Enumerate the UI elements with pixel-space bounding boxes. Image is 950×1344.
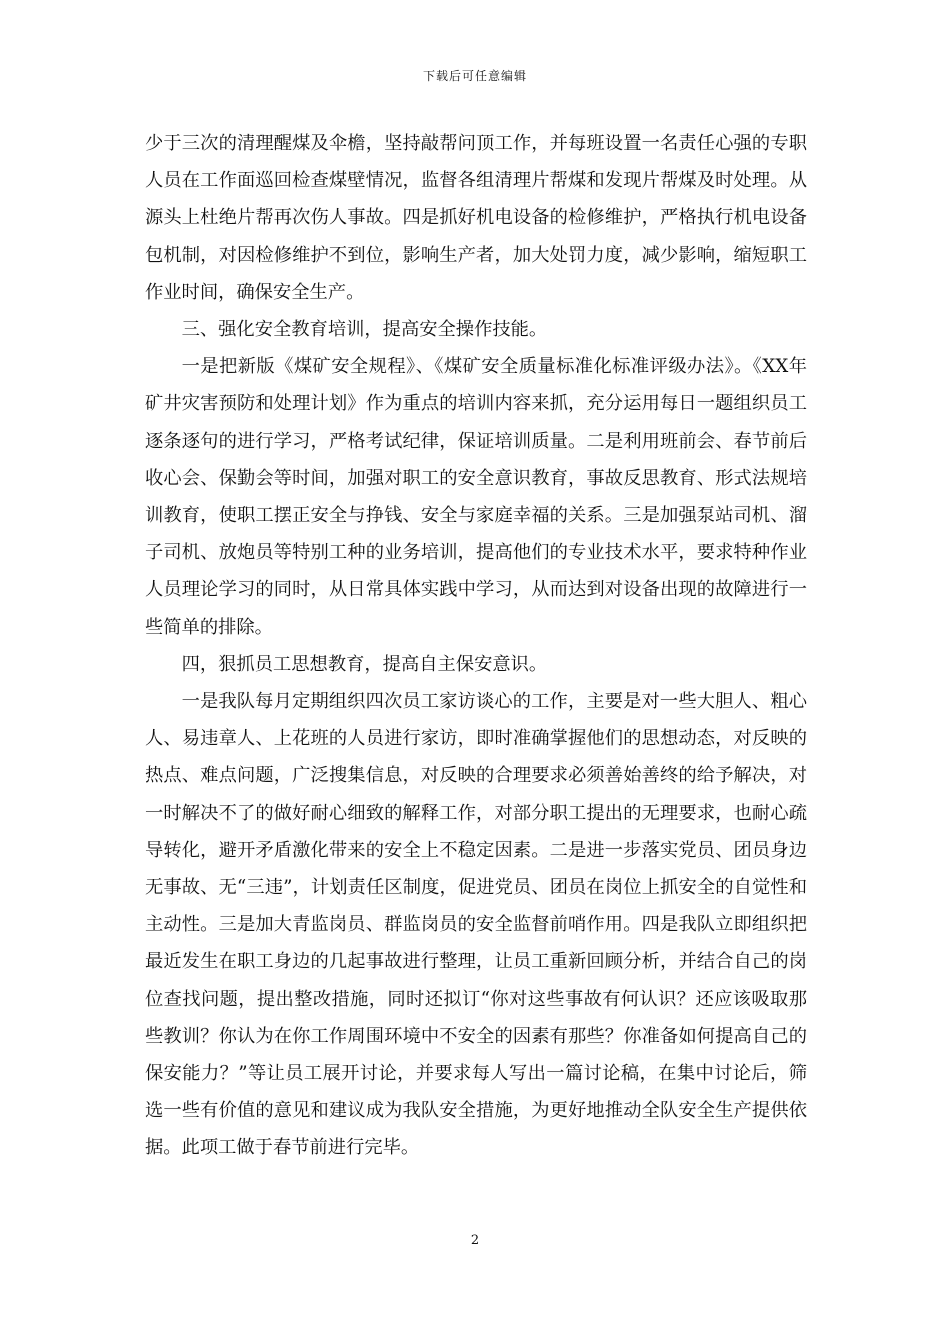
paragraph: 少于三次的清理醒煤及伞檐，坚持敲帮问顶工作，并每班设置一名责任心强的专职人员在工作面巡回检查煤壁情况，监督各组清理片帮煤和发现片帮煤及时处理。从源头上杜绝片帮再次伤人事故。四是抓好机电设备的检修维护，严格执行机电设备包机制，对因检修维护不到位，影响生产者，加大处罚力度，减少影响，缩短职工作业时间，确保安全生产。 — [145, 133, 807, 303]
section-heading: 四，狠抓员工思想教育，提高自主保安意识。 — [181, 653, 548, 675]
paragraph: 一是把新版《煤矿安全规程》、《煤矿安全质量标准化标准评级办法》。《XX年矿井灾害预防和处理计划》作为重点的培训内容来抓，充分运用每日一题组织员工逐条逐句的进行学习，严格考试纪律，保证培训质量。二是利用班前会、春节前后收心会、保勤会等时间，加强对职工的安全意识教育，事故反思教育、形式法规培训教育，使职工摆正安全与挣钱、安全与家庭幸福的关系。三是加强泵站司机、溜子司机、放炮员等特别工种的业务培训，提高他们的专业技术水平，要求特种作业人员理论学习的同时，从日常具体实践中学习，从而达到对设备出现的故障进行一些简单的排除。 — [145, 356, 807, 638]
page-header: 下载后可任意编辑 — [422, 69, 527, 83]
paragraph: 一是我队每月定期组织四次员工家访谈心的工作，主要是对一些大胆人、粗心人、易违章人、上花班的人员进行家访，即时准确掌握他们的思想动态，对反映的热点、难点问题，广泛搜集信息，对反映的合理要求必须善始善终的给予解决，对一时解决不了的做好耐心细致的解释工作，对部分职工提出的无理要求，也耐心疏导转化，避开矛盾激化带来的安全上不稳定因素。二是进一步落实党员、团员身边无事故、无“三违”，计划责任区制度，促进党员、团员在岗位上抓安全的自觉性和主动性。三是加大青监岗员、群监岗员的安全监督前哨作用。四是我队立即组织把最近发生在职工身边的几起事故进行整理，让员工重新回顾分析，并结合自己的岗位查找问题，提出整改措施，同时还拟订“你对这些事故有何认识？还应该吸取那些教训？你认为在你工作周围环境中不安全的因素有那些？你准备如何提高自己的保安能力？”等让员工展开讨论，并要求每人写出一篇讨论稿，在集中讨论后，筛选一些有价值的意见和建议成为我队安全措施，为更好地推动全队安全生产提供依据。此项工做于春节前进行完毕。 — [145, 691, 807, 1159]
page-number: 2 — [470, 1233, 480, 1248]
section-heading: 三、强化安全教育培训，提高安全操作技能。 — [181, 319, 548, 341]
document-body — [145, 125, 807, 1167]
